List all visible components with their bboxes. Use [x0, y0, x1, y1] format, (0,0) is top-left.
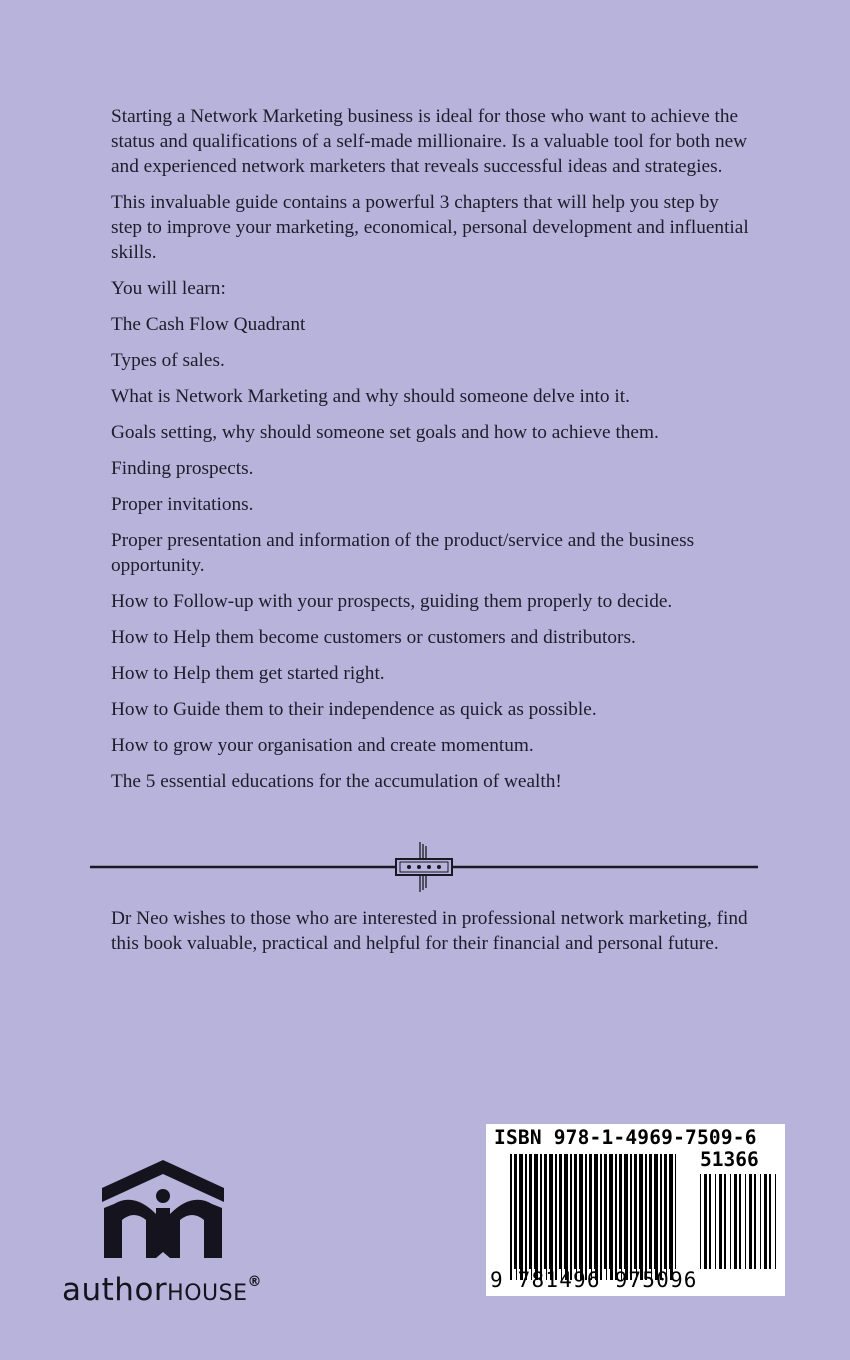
publisher-name-lower: author [62, 1272, 168, 1308]
ean-guard-bar [660, 1154, 662, 1280]
learn-item: The Cash Flow Quadrant [111, 314, 306, 335]
addon-barcode-bar [734, 1174, 737, 1269]
ean-guard-bar [585, 1154, 587, 1280]
barcode-digits: 9 781496 975096 [490, 1268, 698, 1292]
ean-guard-bar [565, 1154, 568, 1280]
learn-item: What is Network Marketing and why should someone delve into it. [111, 386, 630, 407]
ean-guard-bar [535, 1154, 538, 1280]
ean-guard-bar [576, 1154, 577, 1280]
ean-guard-bar [621, 1154, 622, 1280]
addon-barcode-bar [700, 1174, 701, 1269]
ean-guard-bar [525, 1154, 527, 1280]
closing-paragraph: Dr Neo wishes to those who are interested in professional network marketing, find this book valuable, practical and helpful for their financial and personal future. [111, 908, 748, 954]
addon-barcode-bar [764, 1174, 767, 1269]
ean-guard-bar [670, 1154, 673, 1280]
isbn-barcode [486, 1124, 785, 1296]
addon-barcode-bar [769, 1174, 771, 1269]
addon-barcode-bar [749, 1174, 752, 1269]
ornamental-divider [90, 840, 758, 896]
addon-barcode-bar [719, 1174, 722, 1269]
ean-guard-bar [570, 1154, 572, 1280]
ean-guard-bar [580, 1154, 583, 1280]
learn-heading: You will learn: [111, 278, 226, 299]
back-cover-description [111, 104, 751, 805]
author-note [111, 906, 751, 967]
ean-guard-bar [520, 1154, 523, 1280]
addon-barcode-bar [745, 1174, 746, 1269]
learn-item: Finding prospects. [111, 458, 254, 479]
ean-guard-bar [625, 1154, 628, 1280]
addon-barcode-bar [704, 1174, 707, 1269]
ean-guard-bar [666, 1154, 667, 1280]
authorhouse-house-icon [100, 1158, 226, 1260]
learn-item: How to Guide them to their independence as quick as possible. [111, 699, 597, 720]
ean-guard-bar [606, 1154, 607, 1280]
ean-guard-bar [615, 1154, 617, 1280]
addon-barcode-bar [724, 1174, 726, 1269]
learn-item: Types of sales. [111, 350, 225, 371]
ean-guard-bar [640, 1154, 643, 1280]
ean-guard-bar [550, 1154, 553, 1280]
ean-guard-bar [595, 1154, 598, 1280]
learn-item: The 5 essential educations for the accumulation of wealth! [111, 771, 562, 792]
ean-guard-bar [630, 1154, 632, 1280]
ean-barcode-bar [675, 1154, 676, 1269]
addon-barcode-bar [775, 1174, 776, 1269]
intro-paragraph-1: Starting a Network Marketing business is ideal for those who want to achieve the status and qualifications of a self-made millionaire. Is a valuable tool for both new and experienced network marketers that reveals successful ideas and strategies. [111, 106, 748, 177]
ean-guard-bar [610, 1154, 613, 1280]
ean-guard-bar [516, 1154, 517, 1280]
addon-barcode-bar [754, 1174, 756, 1269]
ean-guard-bar [655, 1154, 658, 1280]
ean-guard-bar [651, 1154, 652, 1280]
learn-item: How to Help them become customers or customers and distributors. [111, 627, 636, 648]
publisher-wordmark [62, 1262, 288, 1314]
ean-guard-bar [636, 1154, 637, 1280]
intro-paragraph-2: This invaluable guide contains a powerful 3 chapters that will help you step by step to improve your marketing, economical, personal development and influential skills. [111, 192, 749, 263]
ean-guard-bar [591, 1154, 592, 1280]
ean-guard-bar [555, 1154, 557, 1280]
learn-item: How to Follow-up with your prospects, guiding them properly to decide. [111, 591, 673, 612]
ean-guard-bar [546, 1154, 547, 1280]
publisher-name-upper: HOUSE [167, 1281, 248, 1306]
publisher-logo [58, 1158, 288, 1308]
learn-item: Proper invitations. [111, 494, 254, 515]
addon-barcode-bar [730, 1174, 731, 1269]
addon-barcode-bar [715, 1174, 716, 1269]
addon-barcode-bar [709, 1174, 711, 1269]
ean-guard-bar [540, 1154, 542, 1280]
learn-item: How to Help them get started right. [111, 663, 385, 684]
isbn-label: ISBN 978-1-4969-7509-6 [494, 1126, 757, 1149]
learn-item: Proper presentation and information of the product/service and the business opportunity. [111, 530, 695, 576]
addon-barcode-bar [739, 1174, 741, 1269]
ean-guard-bar [600, 1154, 602, 1280]
ean-guard-bar [531, 1154, 532, 1280]
registered-mark: ® [247, 1274, 262, 1290]
addon-barcode-bar [760, 1174, 761, 1269]
learn-item: Goals setting, why should someone set goals and how to achieve them. [111, 422, 659, 443]
price-code: 51366 [700, 1148, 759, 1171]
ean-guard-bar [645, 1154, 647, 1280]
learn-item: How to grow your organisation and create momentum. [111, 735, 534, 756]
ean-guard-bar [510, 1154, 512, 1280]
ean-guard-bar [561, 1154, 562, 1280]
